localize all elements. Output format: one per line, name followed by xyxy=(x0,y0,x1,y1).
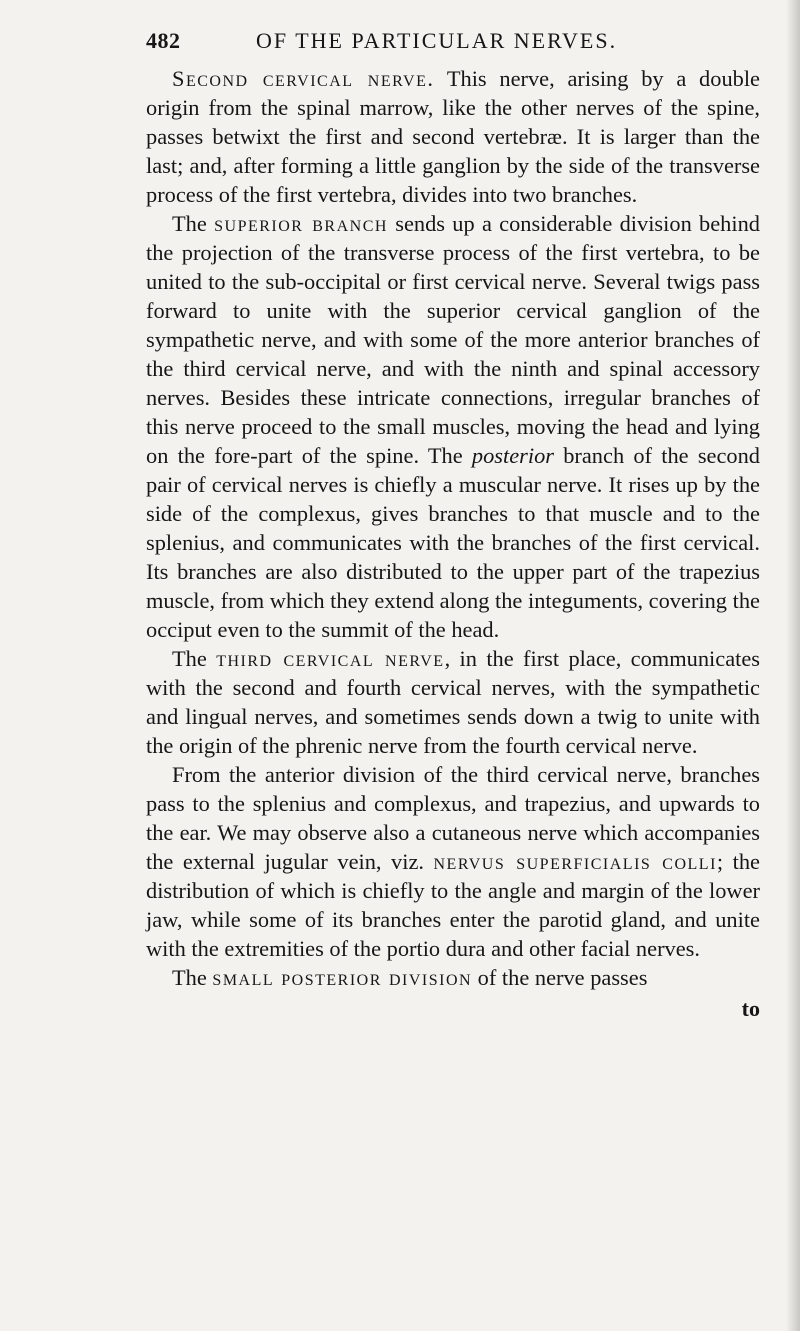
paragraph-text: The xyxy=(172,965,213,990)
section-lead: Second cervical nerve. xyxy=(172,66,435,91)
paragraph-superior-branch xyxy=(146,209,760,644)
page-edge-shadow xyxy=(786,0,800,1331)
paragraph-text: The xyxy=(172,646,217,671)
term-superior-branch: superior branch xyxy=(214,211,388,236)
page-header xyxy=(146,28,760,54)
paragraph-text: ; the distribution of which is chiefly to the angle and margin of the lower jaw, while some of its branches enter the parotid gland, and unite with the extremities of the portio dura and other facial nerves. xyxy=(146,849,760,961)
paragraph-text: sends up a considerable division behind the projection of the transverse process of the first vertebra, to be united to the sub-occipital or first cervical nerve. Several twigs pass forward to unite with the superior cervical ganglion of the sympathetic nerve, and with some of the more anterior branches of the third cervical nerve, and with the ninth and spinal accessory nerves. Besides these intricate connections, irregular branches of this nerve proceed to the small muscles, moving the head and lying on the fore-part of the spine. The xyxy=(146,211,760,468)
paragraph-text: of the nerve passes xyxy=(472,965,648,990)
catchword: to xyxy=(741,996,760,1021)
term-nervus-superficialis: nervus superficialis colli xyxy=(433,849,717,874)
paragraph-text: This nerve, arising by a double origin from the spinal marrow, like the other nerves of the spine, passes betwixt the first and second vertebræ. It is larger than the last; and, after forming a little ganglion by the side of the transverse process of the first vertebra, divides into two branches. xyxy=(146,66,760,207)
paragraph-text: From the anterior division of the third cervical nerve, branches pass to the splenius and complexus, and trapezius, and upwards to the ear. We may observe also a cutaneous nerve which accompanies the external jugular vein, viz. xyxy=(146,762,760,874)
running-title: OF THE PARTICULAR NERVES. xyxy=(256,28,618,53)
term-third-cervical: third cervical nerve xyxy=(216,646,445,671)
paragraph-text: The xyxy=(172,211,215,236)
paragraph-text: , in the first place, communicates with the second and fourth cervical nerves, with the sympathetic and lingual nerves, and sometimes sends down a twig to unite with the origin of the phrenic nerve from the fourth cervical nerve. xyxy=(146,646,761,758)
term-small-posterior: small posterior division xyxy=(212,965,473,990)
paragraph-anterior-division xyxy=(146,760,760,963)
paragraph-second-cervical xyxy=(146,64,760,209)
page-number: 482 xyxy=(146,28,181,53)
italic-posterior: posterior xyxy=(471,443,554,468)
paragraph-third-cervical xyxy=(146,644,760,760)
paragraph-text: branch of the second pair of cervical nerves is chiefly a muscular nerve. It rises up by the side of the complexus, gives branches to that muscle and to the splenius, and communicates with the branches of the first cervical. Its branches are also distributed to the upper part of the trapezius muscle, from which they extend along the integuments, covering the occiput even to the summit of the head. xyxy=(146,443,760,642)
paragraph-small-posterior xyxy=(146,963,760,992)
